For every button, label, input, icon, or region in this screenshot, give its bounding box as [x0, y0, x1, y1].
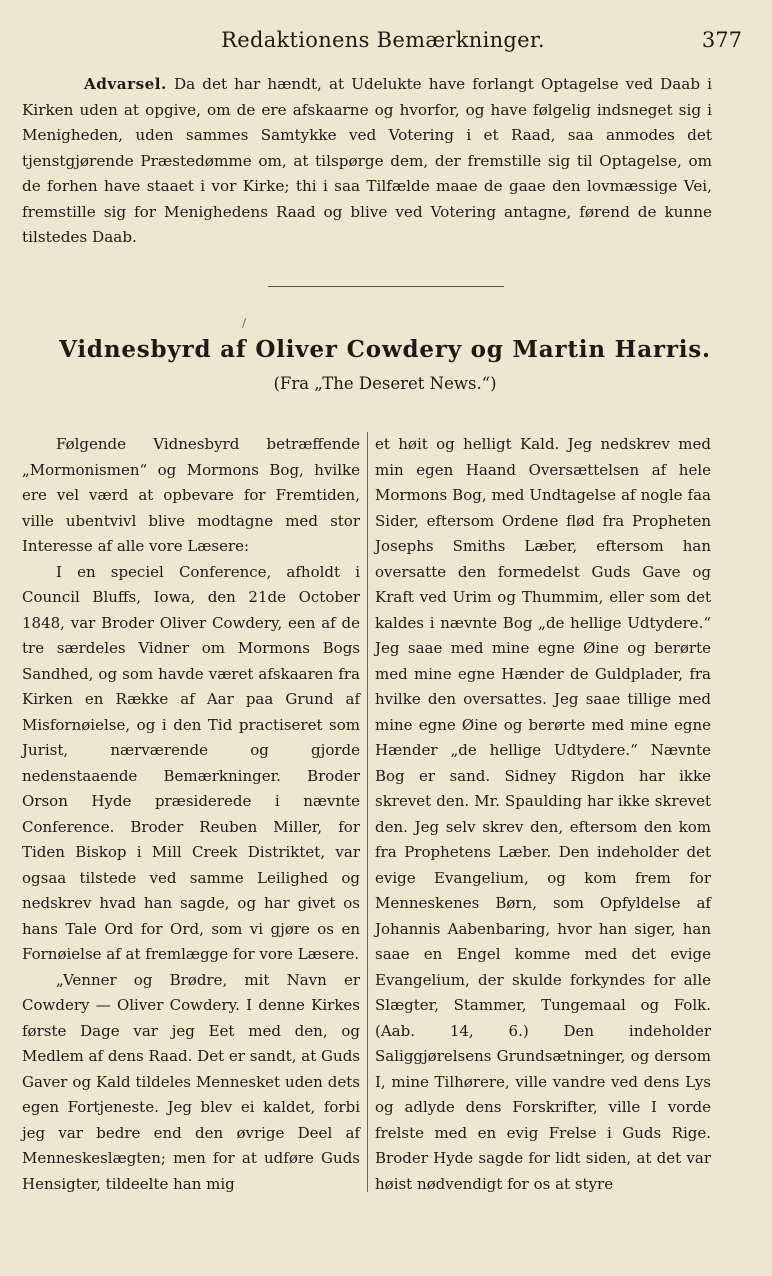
paragraph: et høit og helligt Kald. Jeg nedskrev med min egen Haand Oversættelsen af hele Mormons Bog, med Undtagelse af nogle faa Sider, eftersom Ordene flød fra Propheten Josephs Smiths Læber, eftersom han oversatte den formedelst Guds Gave og Kraft ved Urim og Thummim, eller som det kaldes i nævnte Bog „de hellige Udtydere.“ Jeg saae med mine egne Øine og berørte med mine egne Hænder de Guldplader, fra hvilke den oversattes. Jeg saae tillige med mine egne Øine og berørte med mine egne Hænder „de hellige Udtydere.“ Nævnte Bog er sand. Sidney Rigdon har ikke skrevet den. Mr. Spaulding har ikke skrevet den. Jeg selv skrev den, eftersom den kom fra Prophetens Læber. Den indeholder det evige Evangelium, og kom frem for Menneskenes Børn, som Opfyldelse af Johannis Aabenbaring, hvor han siger, han saae en Engel komme med det evige Evangelium, der skulde forkyndes for alle Slægter, Stammer, Tungemaal og Folk. (Aab. 14, 6.) Den indeholder Saliggjørelsens Grundsætninger, og dersom I, mine Tilhørere, ville vandre ved dens Lys og adlyde dens Forskrifter, ville I vorde frelste med en evig Frelse i Guds Rige. Broder Hyde sagde for lidt siden, at det var høist nødvendigt for os at styre — [375, 435, 711, 1193]
right-column — [375, 432, 711, 1212]
paragraph: „Venner og Brødre, mit Navn er Cowdery — Oliver Cowdery. I denne Kirkes første Dage var jeg Eet med den, og Medlem af dens Raad. Det er sandt, at Guds Gaver og Kald tildeles Mennesket uden dets egen Fortjeneste. Jeg blev ei kaldet, forbi jeg var bedre end den øvrige Deel af Menneskeslægten; men for at udføre Guds Hensigter, tildeelte han mig — [22, 970, 360, 1193]
column-divider — [367, 432, 368, 1192]
warning-notice — [22, 72, 712, 251]
notice-lead: Advarsel. — [84, 75, 167, 93]
page-number: 377 — [701, 28, 742, 52]
section-divider-rule — [268, 286, 504, 287]
notice-text: Da det har hændt, at Udelukte have forlangt Optagelse ved Daab i Kirken uden at opgive, om de ere afskaarne og hvorfor, og have følgelig indsneget sig i Menigheden, uden sammes Samtykke ved Votering i et Raad, saa anmodes det tjenstgjørende Præstedømme om, at tilspørge dem, der fremstille sig til Optagelse, om de forhen have staaet i vor Kirke; thi i saa Tilfælde maae de gaae den lovmæssige Vei, fremstille sig for Menighedens Raad og blive ved Votering antagne, førend de kunne tilstedes Daab. — [22, 75, 713, 246]
paragraph: Følgende Vidnesbyrd betræffende „Mormonismen“ og Mormons Bog, hvilke ere vel værd at opbevare for Fremtiden, ville ubentvivl blive modtagne med stor Interesse af alle vore Læsere: — [22, 435, 360, 555]
stray-mark: / — [242, 316, 247, 330]
paragraph: I en speciel Conference, afholdt i Council Bluffs, Iowa, den 21de October 1848, var Broder Oliver Cowdery, een af de tre særdeles Vidner om Mormons Bogs Sandhed, og som havde været afskaaren fra Kirken en Række af Aar paa Grund af Misfornøielse, og i den Tid practiseret som Jurist, nærværende og gjorde nedenstaaende Bemærkninger. Broder Orson Hyde præsiderede i nævnte Conference. Broder Reuben Miller, for Tiden Biskop i Mill Creek Distriktet, var ogsaa tilstede ved samme Leilighed og nedskrev hvad han sagde, og har givet os hans Tale Ord for Ord, som vi gjøre os en Fornøielse af at fremlægge for vore Læsere. — [22, 562, 360, 963]
left-column — [22, 432, 360, 1212]
article-title: Vidnesbyrd af Oliver Cowdery og Martin Harris. — [59, 336, 711, 363]
page-header — [24, 24, 742, 64]
running-title: Redaktionens Bemærkninger. — [221, 28, 545, 52]
article-source: (Fra „The Deseret News.“) — [273, 374, 497, 393]
